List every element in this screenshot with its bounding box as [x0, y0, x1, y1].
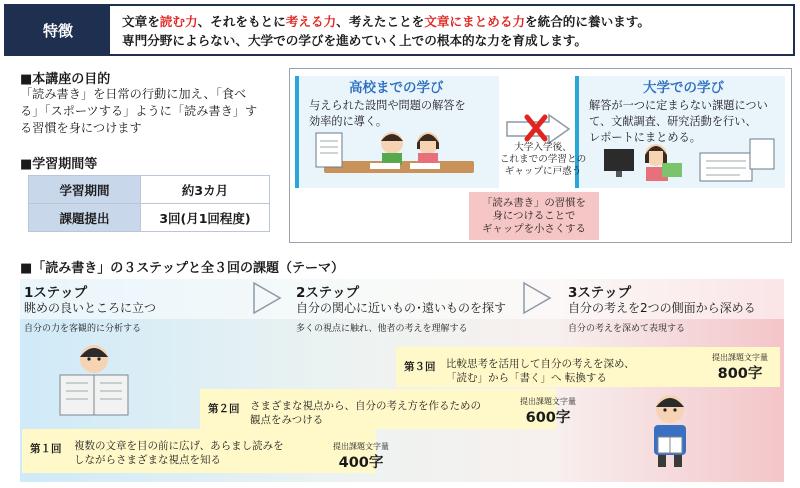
round-3-count-label: 提出課題文字量	[712, 353, 768, 362]
step-1-subtitle: 眺めの良いところに立つ	[24, 301, 157, 315]
students-studying-illustration	[310, 127, 480, 179]
feature-tag: 特徴	[6, 6, 110, 54]
purpose-line: る」「スポーツする」ように「読み書き」す	[20, 104, 258, 118]
round-1-count-label: 提出課題文字量	[333, 442, 389, 451]
period-label: 学習期間	[29, 176, 141, 204]
feature-text	[110, 6, 650, 54]
solution-line: 「読み書き」の習慣を	[482, 197, 586, 209]
solution-line: 身につけることで	[492, 210, 576, 222]
step-2-subtitle: 自分の関心に近いもの･遠いものを探す	[296, 301, 507, 315]
round-line: 観点をみつける	[250, 414, 324, 426]
feature-seg: を統合的に養います。	[525, 14, 650, 29]
body-line: 与えられた設問や問題の解答を	[309, 99, 466, 112]
step-3-subtitle: 自分の考えを2つの側面から深める	[568, 301, 756, 315]
gap-line: これまでの学習との	[499, 154, 587, 165]
step-chevron-icon	[522, 281, 552, 315]
newspaper-reader-illustration	[54, 341, 134, 423]
steps-heading: ■「読み書き」の３ステップと全３回の課題（テーマ）	[20, 261, 345, 276]
purpose-line: 「読み書き」を日常の行動に加え、「食べ	[20, 87, 247, 101]
feature-bar	[4, 4, 795, 56]
round-line: 比較思考を活用して自分の考えを深め、	[446, 358, 635, 370]
round-3-label: 第３回	[404, 361, 436, 373]
purpose-heading: ■本講座の目的	[20, 72, 111, 87]
gap-text	[497, 142, 589, 178]
feature-line-1	[122, 12, 650, 31]
period-value: 約3カ月	[141, 176, 270, 204]
feature-seg: 文章を	[122, 14, 160, 29]
purpose-line: る習慣を身につけます	[20, 121, 142, 135]
feature-highlight: 考える力	[285, 14, 337, 29]
round-2-count: 600字	[525, 410, 571, 426]
round-1-text	[74, 439, 284, 467]
round-3-count: 800字	[717, 366, 763, 382]
round-line: しながらさまざまな視点を知る	[74, 454, 221, 466]
period-value: 3回(月1回程度)	[141, 204, 270, 232]
highschool-title: 高校までの学び	[349, 80, 444, 96]
round-2-count-label: 提出課題文字量	[520, 397, 576, 406]
step-2-desc: 多くの視点に触れ、他者の考えを理解する	[296, 324, 468, 334]
feature-highlight: 文章にまとめる力	[424, 14, 525, 29]
student-reading-illustration	[640, 391, 700, 469]
round-line: さまざまな視点から、自分の考え方を作るための	[250, 400, 481, 412]
feature-seg: 、それをもとに	[197, 14, 286, 29]
round-line: 複数の文章を目の前に広げ、あらまし読みを	[74, 440, 284, 452]
body-line: て、文献調査、研究活動を行い、	[589, 115, 757, 128]
step-1-desc: 自分の力を客観的に分析する	[24, 324, 142, 334]
step-1-title: 1ステップ	[24, 285, 88, 301]
hollow-arrow-icon	[505, 113, 571, 145]
round-line: 「読む」から「書く」へ 転換する	[446, 372, 607, 384]
period-heading: ■学習期間等	[20, 157, 98, 172]
round-2-label: 第２回	[208, 403, 240, 415]
body-line: レポートにまとめる。	[589, 131, 701, 144]
step-3-title: 3ステップ	[568, 285, 632, 301]
gap-line: 大学入学後、	[514, 142, 572, 153]
highschool-body	[309, 98, 466, 130]
steps-area	[20, 279, 784, 482]
feature-highlight: 読む力	[159, 14, 198, 29]
student-at-computer-illustration	[600, 135, 780, 187]
round-1-count: 400字	[338, 455, 384, 471]
gap-solution-box	[469, 192, 599, 240]
period-label: 課題提出	[29, 204, 141, 232]
body-line: 効率的に導く。	[309, 115, 388, 128]
university-title: 大学での学び	[643, 80, 724, 96]
body-line: 解答が一つに定まらない課題につい	[589, 99, 768, 112]
feature-seg: 、考えたことを	[336, 14, 425, 29]
feature-line-2: 専門分野によらない、大学での学びを進めていく上での根本的な力を育成します。	[122, 33, 587, 48]
step-2-title: 2ステップ	[296, 285, 360, 301]
round-2-text	[250, 399, 481, 427]
round-3-text	[446, 357, 635, 385]
table-row	[29, 176, 270, 204]
gap-line: ギャップに戸惑う	[504, 166, 582, 177]
purpose-text	[20, 86, 282, 137]
round-1-label: 第１回	[30, 443, 62, 455]
step-chevron-icon	[252, 281, 282, 315]
solution-line: ギャップを小さくする	[482, 223, 586, 235]
period-table	[28, 175, 270, 232]
step-3-desc: 自分の考えを深めて表現する	[568, 324, 686, 334]
table-row	[29, 204, 270, 232]
